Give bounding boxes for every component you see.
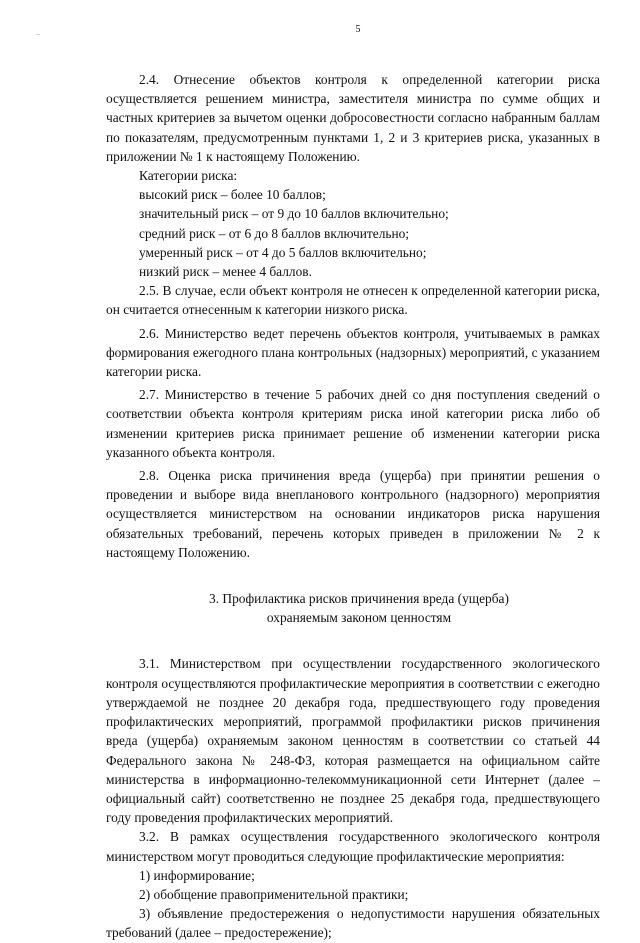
risk-category-low: низкий риск – менее 4 баллов. <box>139 264 312 280</box>
risk-category-moderate: умеренный риск – от 4 до 5 баллов включительно; <box>139 244 427 260</box>
section-3-heading-line-2: охраняемым законом ценностям <box>266 610 452 626</box>
section-3-heading <box>118 589 600 627</box>
document-page <box>106 24 600 943</box>
risk-categories-title: Категории риска: <box>139 168 238 184</box>
measure-3: 3) объявление предостережения о недопустимости нарушения обязательных требований (далее – предостережение); <box>106 906 600 941</box>
measure-1: 1) информирование; <box>139 867 255 883</box>
risk-category-high: высокий риск – более 10 баллов; <box>139 187 326 203</box>
scan-artifact <box>36 34 40 35</box>
paragraph-2-7: 2.7. Министерство в течение 5 рабочих дней со дня поступления сведений о соответствии объекта контроля критериям риска иной категории риска либо об изменении критериев риска принимает решение об изменении категории риска указанного объекта контроля. <box>106 387 600 460</box>
paragraph-3-2: 3.2. В рамках осуществления государственного экологического контроля министерством могут проводиться следующие профилактические мероприятия: <box>106 829 600 864</box>
measure-2: 2) обобщение правоприменительной практики; <box>139 886 409 902</box>
section-3-heading-line-1: 3. Профилактика рисков причинения вреда (ущерба) <box>209 591 509 607</box>
paragraph-2-4: 2.4. Отнесение объектов контроля к определенной категории риска осуществляется решением министра, заместителя министра по сумме общих и частных критериев за вычетом оценки добросовестности согласно набранным баллам по показателям, предусмотренным пунктами 1, 2 и 3 критериев риска, указанных в приложении № 1 к настоящему Положению. <box>106 72 600 164</box>
paragraph-2-5: 2.5. В случае, если объект контроля не отнесен к определенной категории риска, он считается отнесенным к категории низкого риска. <box>106 283 600 318</box>
risk-category-significant: значительный риск – от 9 до 10 баллов включительно; <box>139 206 449 222</box>
paragraph-2-8: 2.8. Оценка риска причинения вреда (ущерба) при принятии решения о проведении и выборе вида внепланового контрольного (надзорного) мероприятия осуществляется министерством на основании индикаторов риска нарушения обязательных требований, перечень которых приведен в приложении № 2 к настоящему Положению. <box>106 468 600 560</box>
paragraph-2-6: 2.6. Министерство ведет перечень объектов контроля, учитываемых в рамках формирования ежегодного плана контрольных (надзорных) мероприятий, с указанием категории риска. <box>106 325 600 380</box>
risk-category-medium: средний риск – от 6 до 8 баллов включительно; <box>139 225 410 241</box>
paragraph-3-1: 3.1. Министерством при осуществлении государственного экологического контроля осуществляются профилактические мероприятия в соответствии с ежегодно утверждаемой не позднее 20 декабря года, предшествующего году проведения профилактических мероприятий, программой профилактики рисков причинения вреда (ущерба) охраняемым законом ценностям в соответствии со статьей 44 Федерального закона № 248-ФЗ, которая размещается на официальном сайте министерства в информационно-телекоммуникационной сети Интернет (далее – официальный сайт) соответственно не позднее 25 декабря года, предшествующего году проведения профилактических мероприятий. <box>106 656 600 826</box>
page-number: 5 <box>355 24 361 35</box>
